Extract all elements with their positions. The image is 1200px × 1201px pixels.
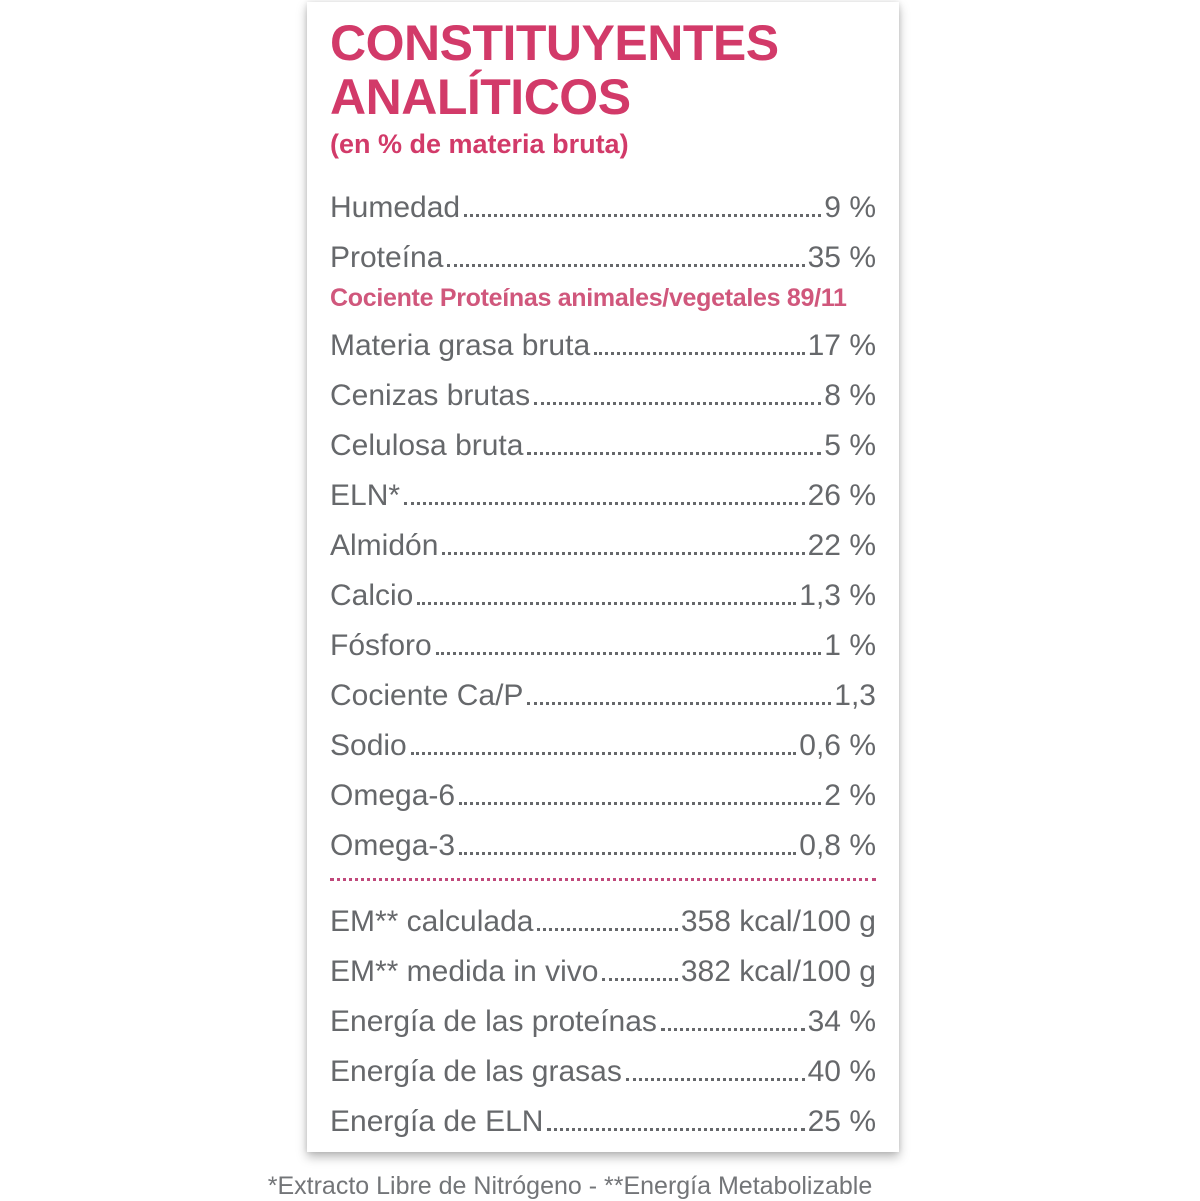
dot-leader (436, 652, 822, 655)
table-row (330, 989, 876, 1039)
dot-leader (459, 852, 796, 855)
row-value: 1 % (824, 629, 876, 662)
dot-leader (442, 552, 804, 555)
table-row (330, 463, 876, 513)
row-value: 9 % (824, 191, 876, 224)
row-label: Energía de las grasas (330, 1055, 622, 1088)
row-value: 358 kcal/100 g (680, 905, 876, 938)
row-value: 35 % (807, 241, 876, 274)
row-label: Calcio (330, 579, 414, 612)
table-row (330, 225, 876, 275)
row-label: Sodio (330, 729, 407, 762)
dot-leader (537, 928, 677, 931)
dot-leader (464, 214, 821, 217)
table-row (330, 563, 876, 613)
dot-leader (447, 264, 804, 267)
dot-leader (547, 1128, 804, 1131)
analytical-constituents-panel (307, 2, 899, 1152)
panel-subtitle: (en % de materia bruta) (330, 129, 629, 159)
row-label: Energía de ELN (330, 1105, 544, 1138)
row-label: Proteína (330, 241, 444, 274)
table-row (330, 413, 876, 463)
row-value: 1,3 (834, 679, 876, 712)
row-label: Energía de las proteínas (330, 1005, 657, 1038)
constituents-list (330, 175, 876, 1139)
dot-leader (417, 602, 796, 605)
table-row (330, 363, 876, 413)
row-value: 382 kcal/100 g (680, 955, 876, 988)
row-label: EM** calculada (330, 905, 534, 938)
dot-leader (459, 802, 821, 805)
row-value: 1,3 % (799, 579, 876, 612)
row-value: 8 % (824, 379, 876, 412)
row-value: 0,6 % (799, 729, 876, 762)
panel-title-line1: CONSTITUYENTES (330, 15, 779, 71)
row-value: 26 % (807, 479, 876, 512)
protein-ratio-note: Cociente Proteínas animales/vegetales 89/11 (330, 284, 847, 312)
dot-leader (594, 352, 804, 355)
row-label: Cenizas brutas (330, 379, 531, 412)
row-value: 40 % (807, 1055, 876, 1088)
table-row (330, 513, 876, 563)
row-value: 17 % (807, 329, 876, 362)
row-label: Omega-3 (330, 829, 456, 862)
dotted-divider (330, 878, 876, 881)
table-row (330, 1089, 876, 1139)
row-label: Cociente Ca/P (330, 679, 524, 712)
table-row (330, 613, 876, 663)
row-label: Almidón (330, 529, 439, 562)
dot-leader (626, 1078, 805, 1081)
row-value: 2 % (824, 779, 876, 812)
table-row (330, 763, 876, 813)
dot-leader (404, 502, 805, 505)
row-label: Celulosa bruta (330, 429, 524, 462)
table-row (330, 939, 876, 989)
row-label: ELN* (330, 479, 401, 512)
row-label: Humedad (330, 191, 461, 224)
row-value: 5 % (824, 429, 876, 462)
row-value: 0,8 % (799, 829, 876, 862)
row-label: Materia grasa bruta (330, 329, 591, 362)
table-row (330, 313, 876, 363)
dot-leader (534, 402, 821, 405)
row-value: 22 % (807, 529, 876, 562)
row-label: Fósforo (330, 629, 432, 662)
table-row (330, 813, 876, 863)
row-value: 34 % (807, 1005, 876, 1038)
dot-leader (661, 1028, 805, 1031)
table-row (330, 663, 876, 713)
row-label: EM** medida in vivo (330, 955, 599, 988)
table-row (330, 1039, 876, 1089)
dot-leader (527, 702, 831, 705)
table-row (330, 175, 876, 225)
dot-leader (527, 452, 821, 455)
footnote: *Extracto Libre de Nitrógeno - **Energía Metabolizable (267, 1172, 873, 1200)
row-value: 25 % (807, 1105, 876, 1138)
dot-leader (602, 978, 677, 981)
panel-title (330, 16, 876, 124)
panel-title-line2: ANALÍTICOS (330, 69, 631, 125)
dot-leader (411, 752, 797, 755)
table-row (330, 889, 876, 939)
table-row (330, 713, 876, 763)
row-label: Omega-6 (330, 779, 456, 812)
